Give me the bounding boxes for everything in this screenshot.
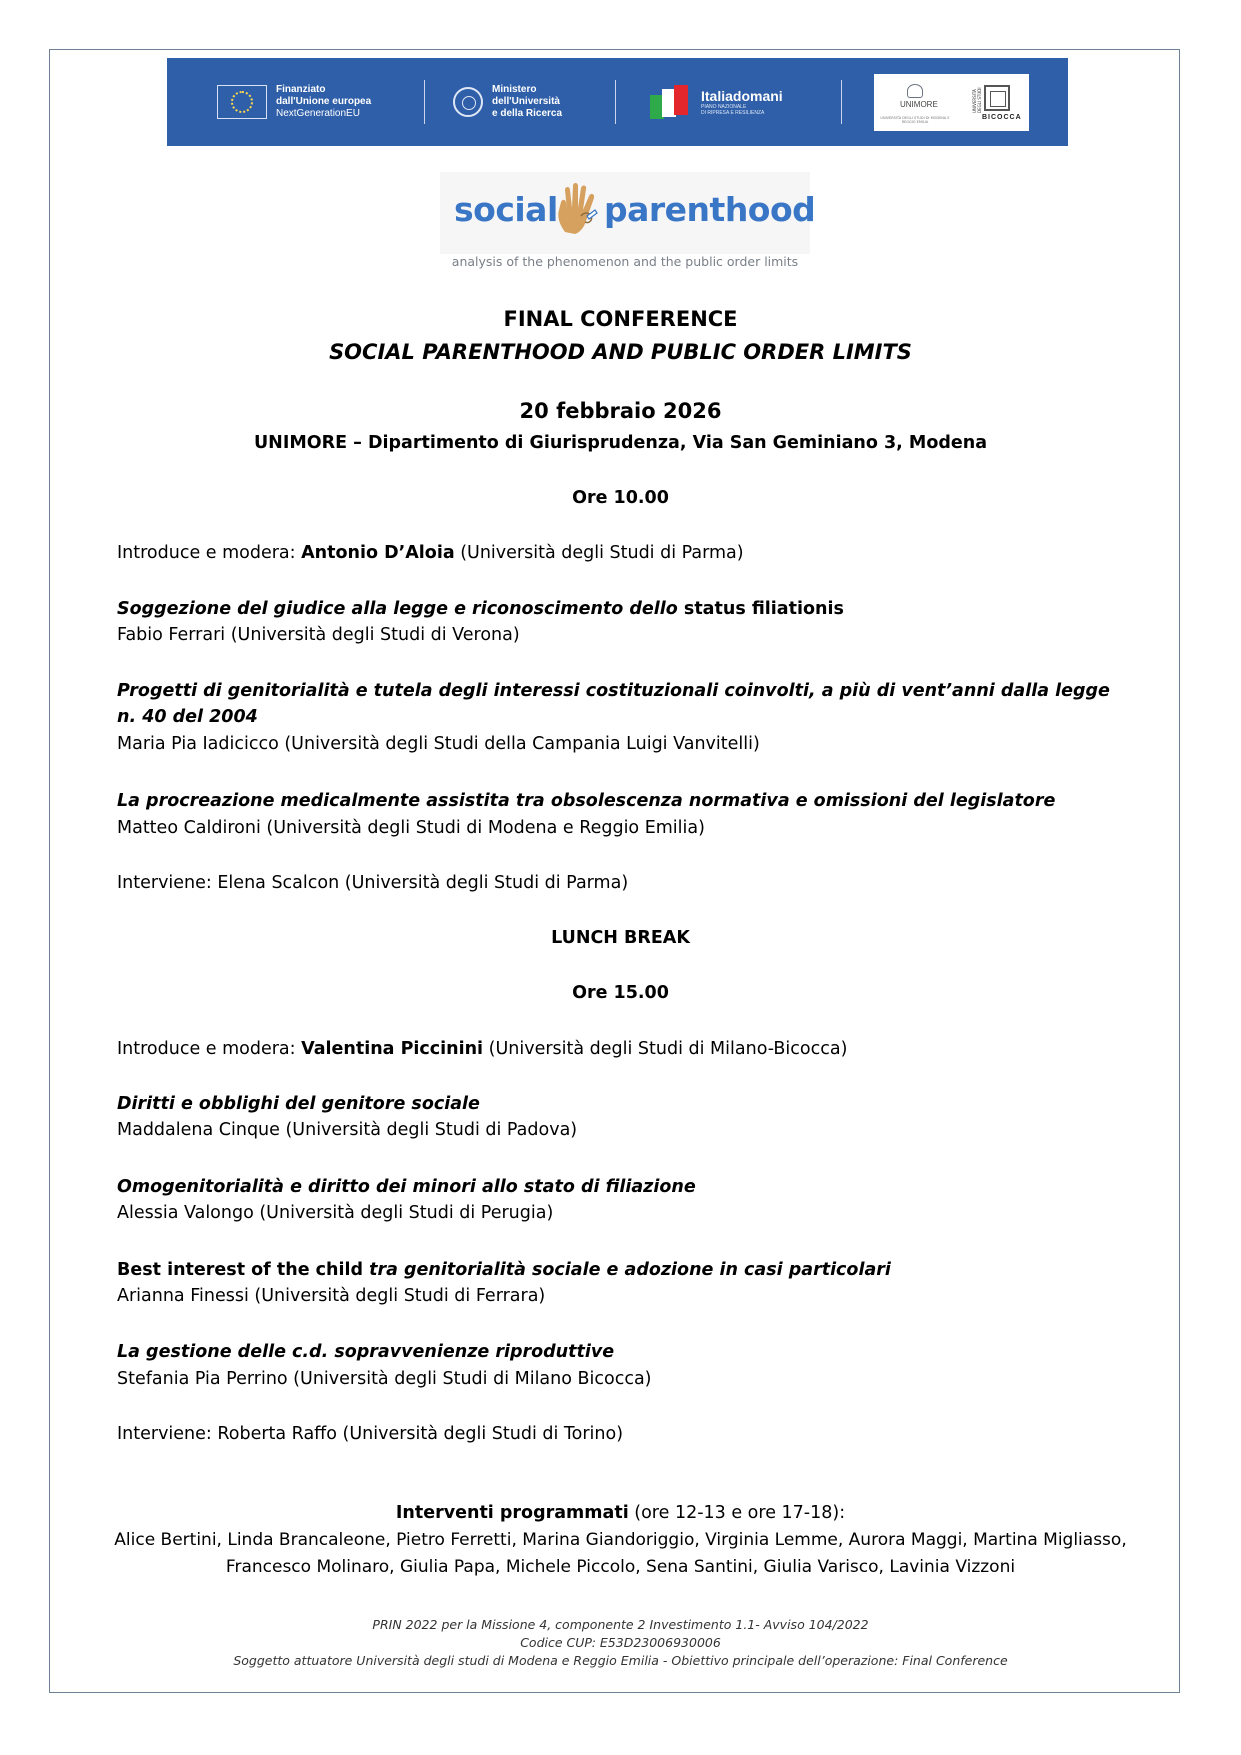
talk-title-bold: Best interest of the child (117, 1260, 364, 1280)
eu-funding-logo (217, 58, 371, 146)
italian-emblem-icon (453, 87, 483, 117)
mur-line-2: dell'Università (492, 96, 560, 107)
footer-prin: PRIN 2022 per la Missione 4, componente 2 Investimento 1.1- Avviso 104/2022 (372, 1617, 869, 1632)
talk-speaker: Maria Pia Iadicicco (Università degli Studi della Campania Luigi Vanvitelli) (117, 734, 760, 754)
eu-line-2: dall'Unione europea (276, 96, 372, 107)
morning-discussant: Interviene: Elena Scalcon (Università degli Studi di Parma) (117, 873, 629, 893)
interventions-label: Interventi programmati (395, 1503, 629, 1523)
bicocca-vertical-text: UNIVERSITÀ DEGLI STUDI (972, 87, 982, 113)
unimore-subtitle: UNIVERSITÀ DEGLI STUDI DI MODENA E REGGIO EMILIA (880, 116, 950, 124)
talk-title-continued: n. 40 del 2004 (117, 707, 258, 727)
italiadomani-logo (648, 58, 783, 146)
bicocca-logo (972, 81, 1022, 124)
morning-time: Ore 10.00 (572, 488, 669, 508)
eu-line-3: NextGenerationEU (276, 108, 360, 119)
unimore-wordmark: UNIMORE (900, 100, 938, 109)
afternoon-discussant: Interviene: Roberta Raffo (Università degli Studi di Torino) (117, 1424, 624, 1444)
talk-speaker: Stefania Pia Perrino (Università degli Studi di Milano Bicocca) (117, 1369, 652, 1389)
footer-cup: Codice CUP: E53D23006930006 (520, 1635, 721, 1650)
social-parenthood-logo (440, 172, 816, 272)
mur-line-1: Ministero (492, 84, 537, 95)
talk-title: Progetti di genitorialità e tutela degli interessi costituzionali coinvolti, a più di vent’anni dalla legge (117, 681, 1110, 701)
talk-title-bold: status filiationis (677, 599, 844, 619)
moderator-name: Valentina Piccinini (301, 1039, 484, 1059)
mur-logo (453, 58, 562, 146)
funding-banner (167, 58, 1068, 146)
moderator-name: Antonio D’Aloia (301, 543, 455, 563)
talk-title: La procreazione medicalmente assistita tra obsolescenza normativa e omissioni del legislatore (117, 791, 1056, 811)
conference-venue: UNIMORE – Dipartimento di Giurisprudenza, Via San Geminiano 3, Modena (253, 433, 988, 453)
moderator-label: Introduce e modera: (117, 543, 302, 563)
italian-flag-icon (648, 85, 696, 119)
moderator-label: Introduce e modera: (117, 1039, 302, 1059)
logo-word-parenthood: parenthood (604, 190, 816, 229)
talk-title (117, 596, 844, 622)
interventions-hours: (ore 12-13 e ore 17-18): (628, 1503, 846, 1523)
eu-flag-icon (217, 85, 267, 119)
talk-speaker: Fabio Ferrari (Università degli Studi di Verona) (117, 625, 520, 645)
italiadomani-sub-1: PIANO NAZIONALE (701, 104, 747, 110)
talk-speaker: Alessia Valongo (Università degli Studi di Perugia) (117, 1203, 554, 1223)
conference-title: FINAL CONFERENCE (503, 307, 738, 331)
lunch-break: LUNCH BREAK (551, 928, 690, 948)
unimore-emblem-icon (907, 84, 923, 98)
bicocca-square-icon (984, 85, 1010, 111)
morning-moderator (117, 540, 744, 566)
interventions-names-continued: Francesco Molinaro, Giulia Papa, Michele Piccolo, Sena Santini, Giulia Varisco, Lavinia Vizzoni (225, 1557, 1016, 1577)
interventions-heading (0, 1500, 1241, 1526)
italiadomani-title: Italiadomani (701, 88, 783, 104)
moderator-affiliation: (Università degli Studi di Milano-Bicocca) (483, 1039, 848, 1059)
mur-line-3: e della Ricerca (492, 108, 563, 119)
eu-line-1: Finanziato (276, 84, 326, 95)
talk-title-italic: Soggezione del giudice alla legge e riconoscimento dello (117, 599, 678, 619)
interventions-names: Alice Bertini, Linda Brancaleone, Pietro Ferretti, Marina Giandoriggio, Virginia Lemme, Aurora Maggi, Martina Migliasso, (114, 1530, 1127, 1550)
unimore-logo (900, 84, 938, 109)
talk-speaker: Arianna Finessi (Università degli Studi di Ferrara) (117, 1286, 546, 1306)
talk-title-italic: tra genitorialità sociale e adozione in casi particolari (363, 1260, 891, 1280)
talk-speaker: Matteo Caldironi (Università degli Studi di Modena e Reggio Emilia) (117, 818, 705, 838)
afternoon-time: Ore 15.00 (572, 983, 669, 1003)
talk-title: Omogenitorialità e diritto dei minori allo stato di filiazione (117, 1177, 696, 1197)
conference-subtitle: SOCIAL PARENTHOOD AND PUBLIC ORDER LIMITS (329, 340, 912, 364)
conference-date: 20 febbraio 2026 (519, 399, 722, 423)
italiadomani-sub-2: DI RIPRESA E RESILIENZA (701, 110, 765, 116)
talk-title (117, 1257, 891, 1283)
logo-subtitle: analysis of the phenomenon and the public order limits (451, 254, 799, 269)
moderator-affiliation: (Università degli Studi di Parma) (454, 543, 744, 563)
footer-implementer: Soggetto attuatore Università degli studi di Modena e Reggio Emilia - Obiettivo principale dell’operazione: Final Conference (233, 1653, 1008, 1668)
talk-title: La gestione delle c.d. sopravvenienze riproduttive (117, 1342, 615, 1362)
bicocca-wordmark: BICOCCA (982, 114, 1022, 121)
talk-title: Diritti e obblighi del genitore sociale (117, 1094, 480, 1114)
hand-icon (551, 180, 603, 236)
university-logos (874, 74, 1029, 131)
talk-speaker: Maddalena Cinque (Università degli Studi di Padova) (117, 1120, 578, 1140)
afternoon-moderator (117, 1036, 847, 1062)
logo-word-social: social (454, 190, 558, 229)
